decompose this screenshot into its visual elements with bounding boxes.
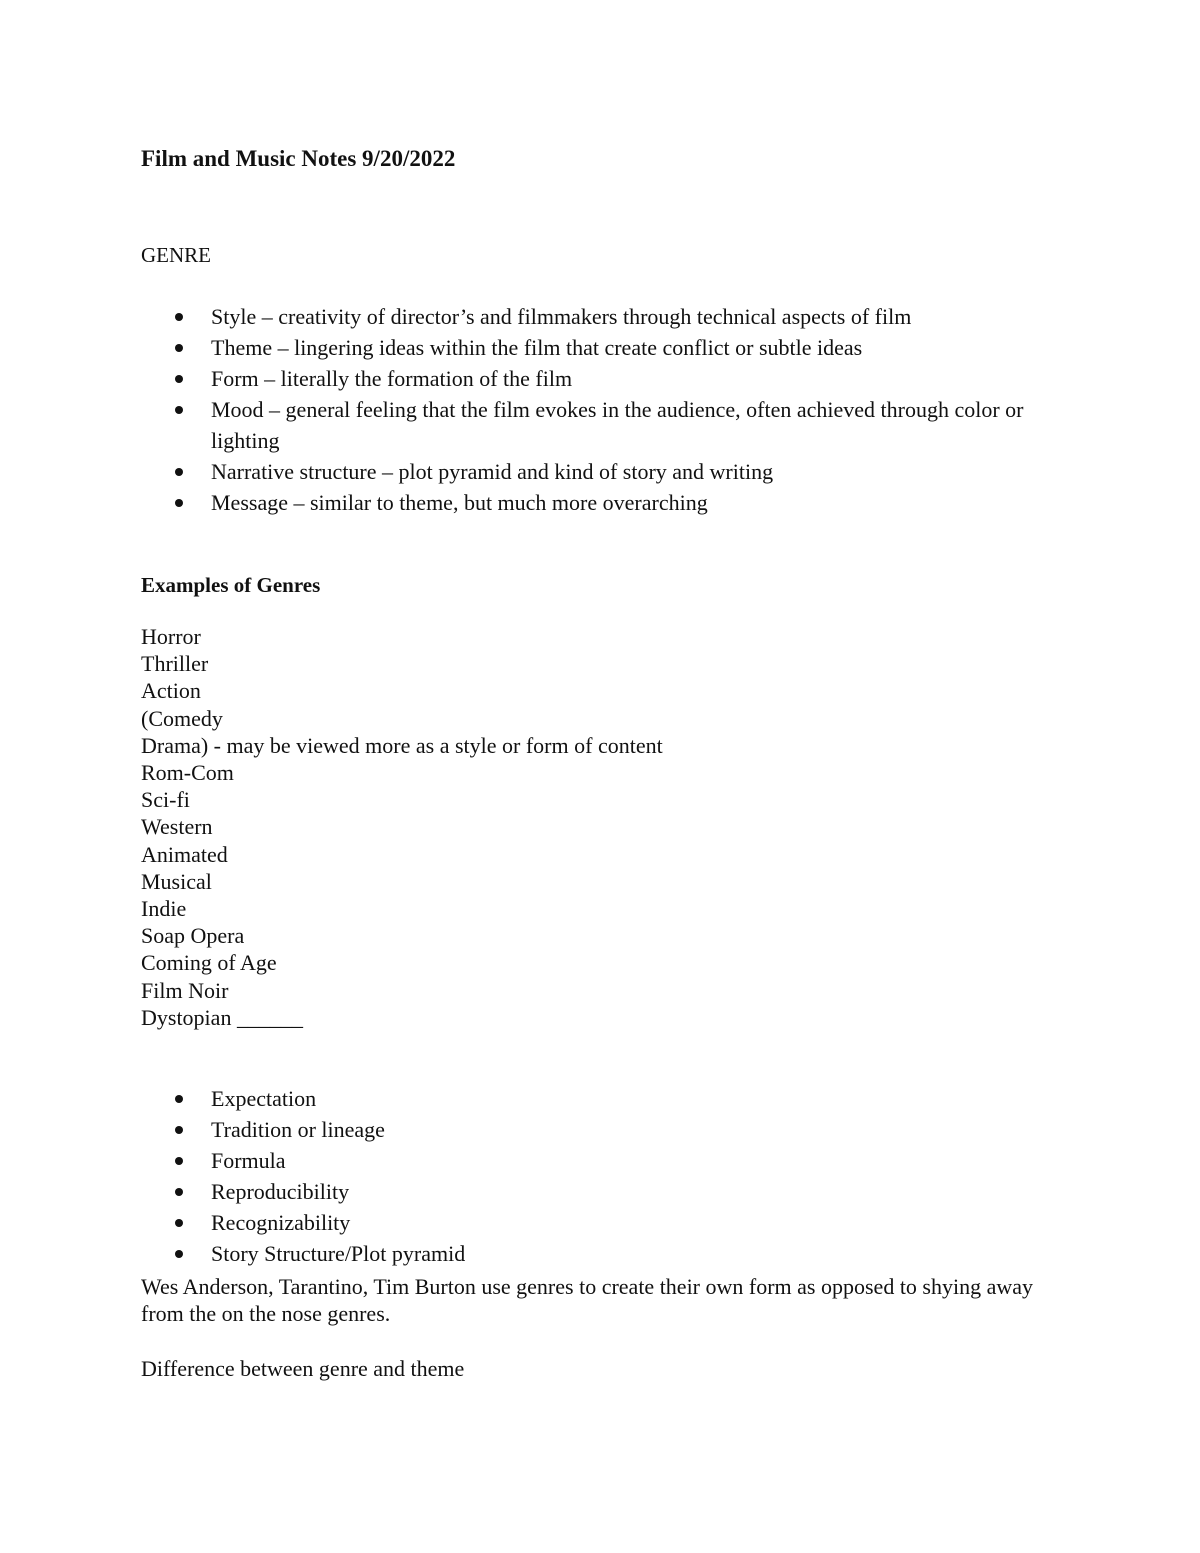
list-item: Message – similar to theme, but much more overarching xyxy=(141,487,1071,518)
list-item: Horror xyxy=(141,624,201,649)
list-item: Tradition or lineage xyxy=(141,1114,1071,1145)
list-item: Soap Opera xyxy=(141,923,245,949)
list-item: Recognizability xyxy=(141,1207,1071,1238)
genre-traits-list xyxy=(141,1083,1071,1269)
examples-heading: Examples of Genres xyxy=(141,573,321,597)
list-item: Style – creativity of director’s and filmmakers through technical aspects of film xyxy=(141,301,1071,332)
list-item: Story Structure/Plot pyramid xyxy=(141,1238,1071,1269)
list-item: Form – literally the formation of the film xyxy=(141,363,1071,394)
list-item: Expectation xyxy=(141,1083,1071,1114)
genre-examples-list xyxy=(141,623,663,1031)
list-item: Sci-fi xyxy=(141,787,190,813)
list-item: Dystopian ______ xyxy=(141,1004,303,1030)
list-item: (Comedy xyxy=(141,705,223,731)
list-item: Western xyxy=(141,814,213,840)
list-item: Action xyxy=(141,678,201,704)
list-item: Mood – general feeling that the film evokes in the audience, often achieved through color or lighting xyxy=(141,394,1071,456)
list-item: Formula xyxy=(141,1145,1071,1176)
list-item: Film Noir xyxy=(141,977,229,1003)
list-item: Reproducibility xyxy=(141,1176,1071,1207)
list-item: Theme – lingering ideas within the film that create conflict or subtle ideas xyxy=(141,332,1071,363)
genre-aspects-list xyxy=(141,301,1071,518)
list-item: Animated xyxy=(141,841,228,867)
genre-heading: GENRE xyxy=(141,243,211,267)
page-title: Film and Music Notes 9/20/2022 xyxy=(141,146,456,171)
list-item: Rom-Com xyxy=(141,760,234,786)
list-item: Drama) - may be viewed more as a style or form of content xyxy=(141,732,663,758)
list-item: Thriller xyxy=(141,651,209,677)
list-item: Narrative structure – plot pyramid and kind of story and writing xyxy=(141,456,1071,487)
list-item: Coming of Age xyxy=(141,950,277,976)
difference-paragraph: Difference between genre and theme xyxy=(141,1356,465,1381)
list-item: Indie xyxy=(141,896,187,922)
directors-paragraph: Wes Anderson, Tarantino, Tim Burton use genres to create their own form as opposed to shying away from the on the nose genres. xyxy=(141,1274,1034,1326)
list-item: Musical xyxy=(141,868,212,894)
